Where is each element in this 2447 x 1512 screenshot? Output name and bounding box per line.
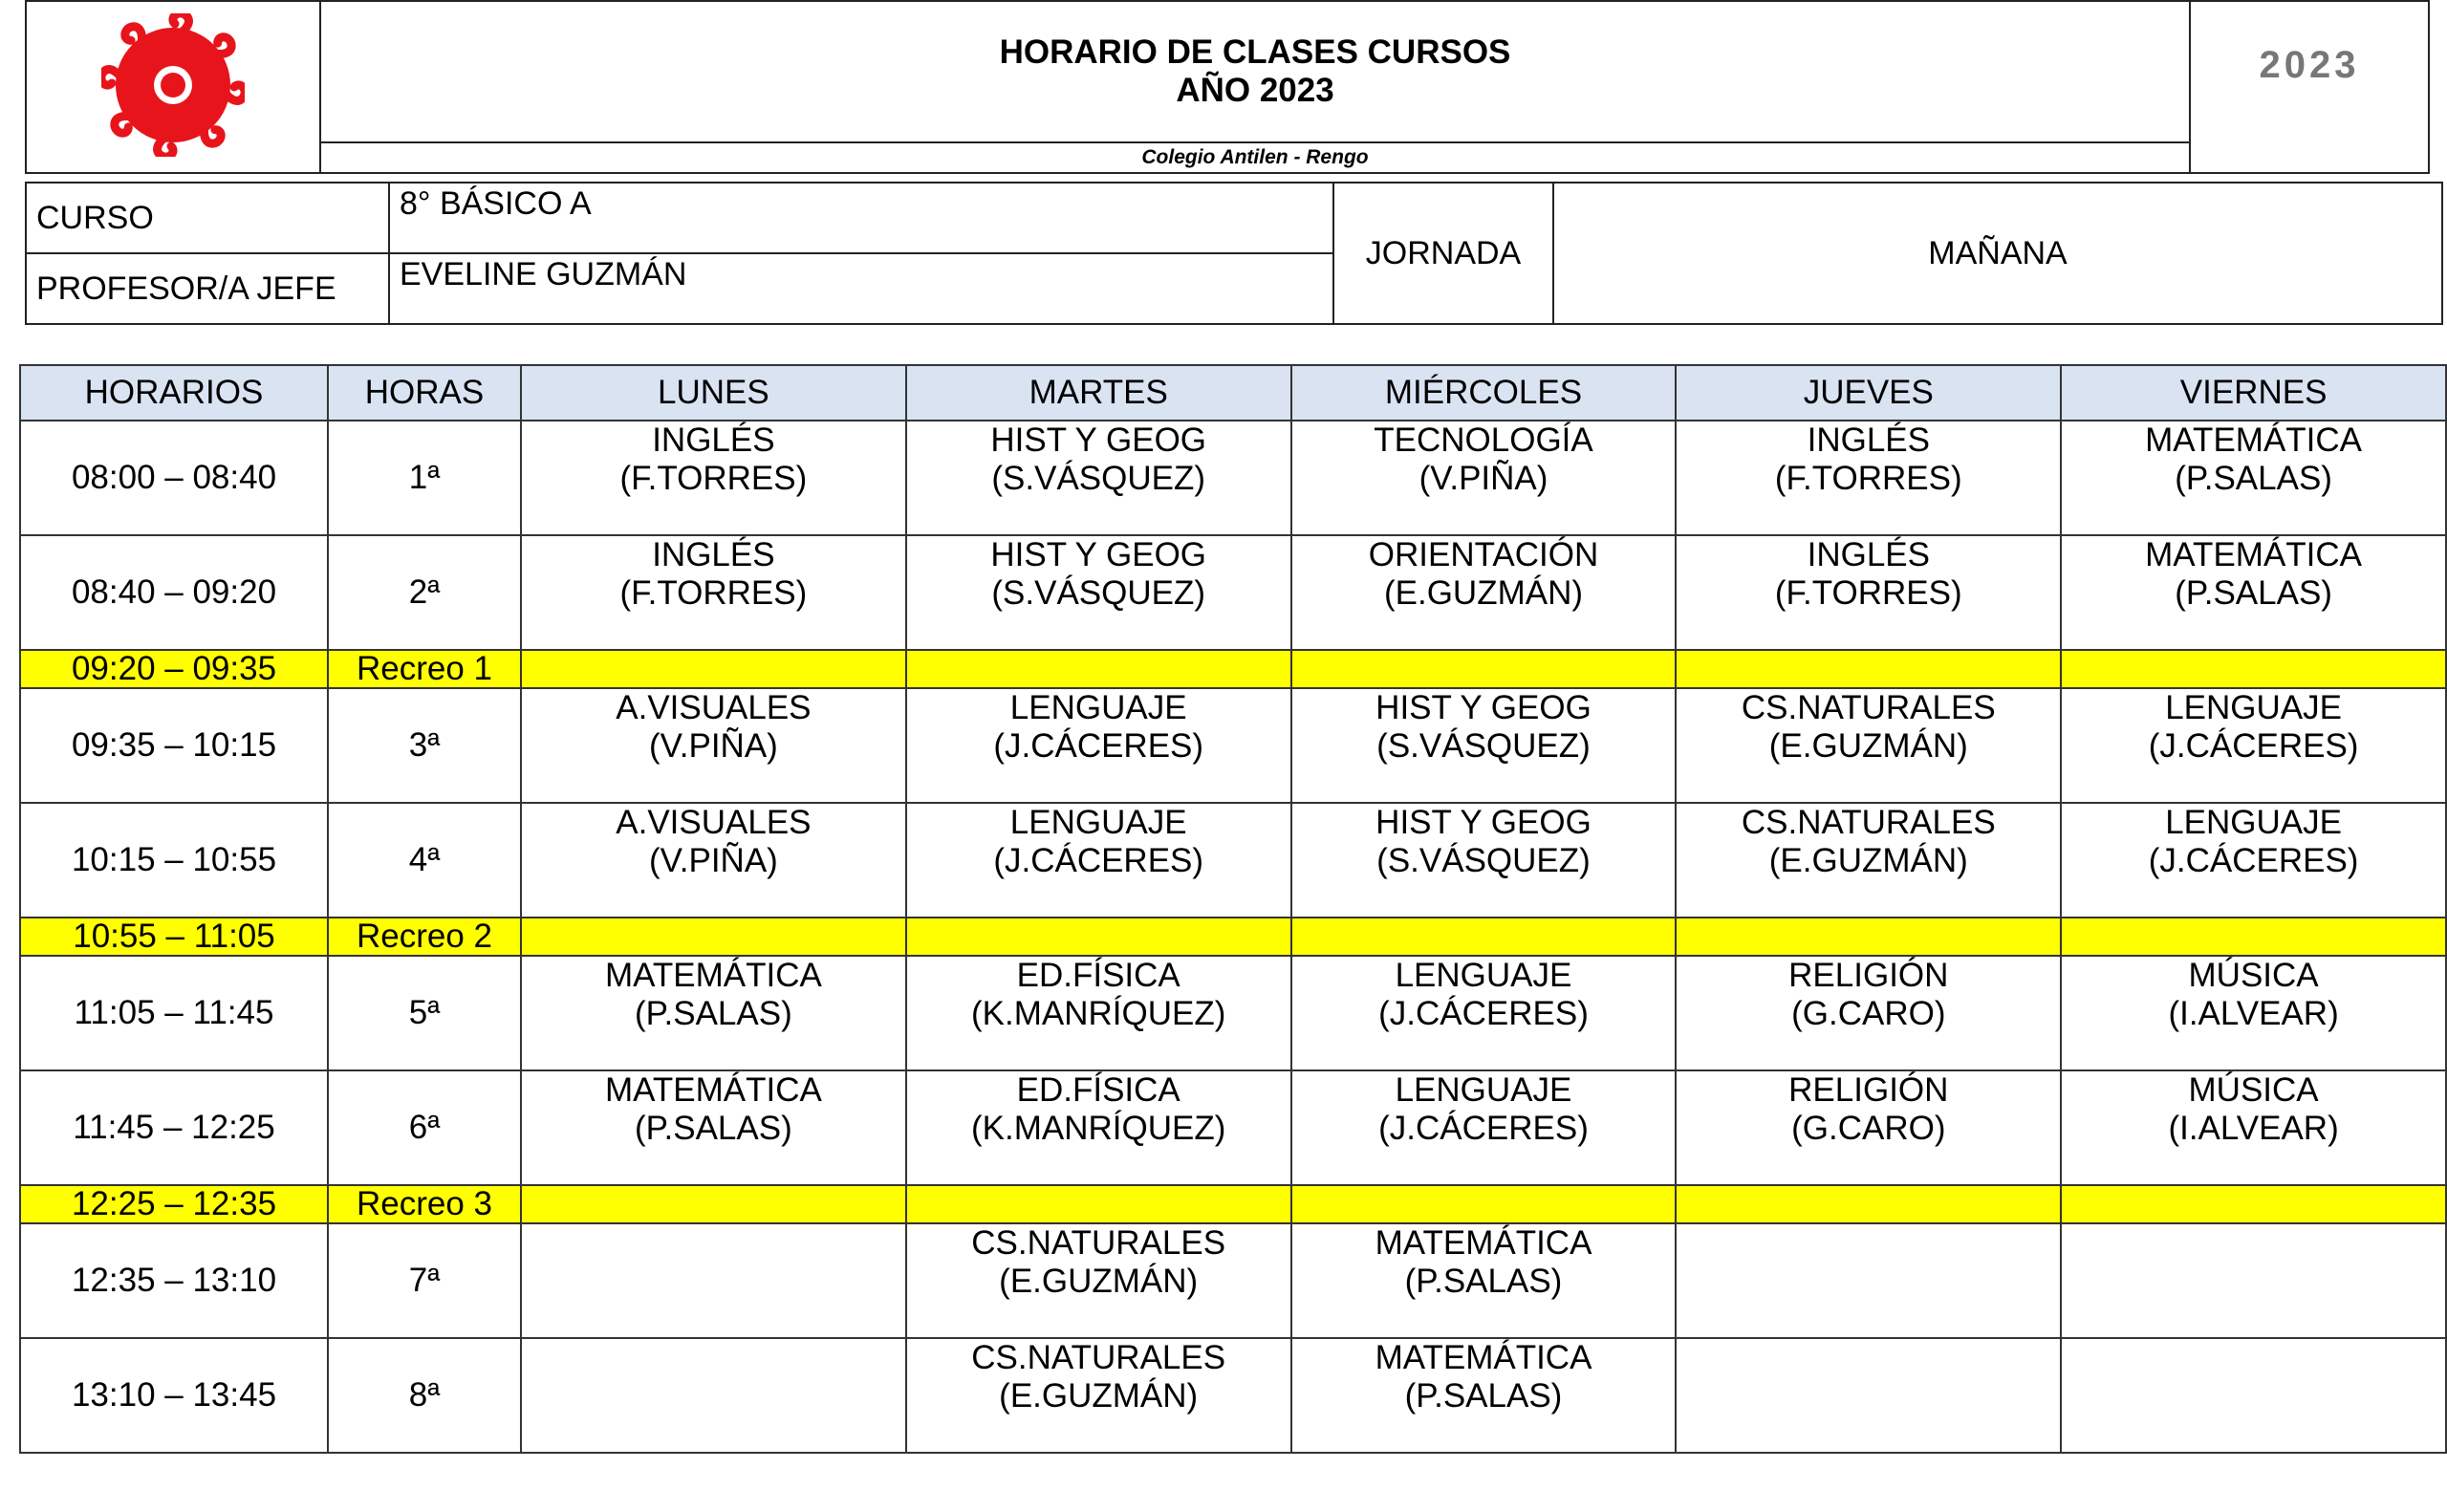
teacher-name: (J.CÁCERES) (993, 727, 1204, 765)
subject-name: INGLÉS (652, 536, 775, 573)
class-cell (521, 688, 906, 803)
hora-number-cell: 3ª (328, 688, 521, 803)
class-cell (906, 421, 1291, 535)
subject-name: MATEMÁTICA (1375, 1224, 1592, 1262)
subject-name: ED.FÍSICA (1016, 957, 1180, 994)
subject-name: MATEMÁTICA (604, 1071, 822, 1109)
teacher-name: (F.TORRES) (619, 460, 808, 497)
class-row (20, 803, 2446, 918)
recreo-empty-cell (906, 918, 1291, 956)
teacher-name: (G.CARO) (1791, 1110, 1946, 1147)
class-cell (1291, 688, 1677, 803)
class-row (20, 1223, 2446, 1338)
recreo-row (20, 1185, 2446, 1223)
teacher-name: (P.SALAS) (635, 1110, 792, 1147)
title-cell (320, 1, 2190, 142)
class-cell (1676, 1223, 2061, 1338)
subject-name: LENGUAJE (1009, 689, 1187, 726)
header-viernes: VIERNES (2061, 365, 2446, 421)
page-title: HORARIO DE CLASES CURSOS (999, 33, 1511, 71)
subject-name: MATEMÁTICA (1375, 1339, 1592, 1376)
recreo-empty-cell (1291, 1185, 1677, 1223)
recreo-empty-cell (1291, 918, 1677, 956)
subject-name: A.VISUALES (616, 689, 812, 726)
teacher-name: (S.VÁSQUEZ) (1376, 727, 1591, 765)
hora-number-cell: 2ª (328, 535, 521, 650)
subject-name: HIST Y GEOG (1375, 804, 1592, 841)
page-subtitle-year: AÑO 2023 (1176, 72, 1334, 109)
class-cell (906, 956, 1291, 1070)
recreo-empty-cell (2061, 918, 2446, 956)
hora-number-cell: 5ª (328, 956, 521, 1070)
time-range-cell: 09:20 – 09:35 (20, 650, 328, 688)
hora-number-cell: 7ª (328, 1223, 521, 1338)
subject-name: MATEMÁTICA (2145, 421, 2363, 459)
hora-number-cell: 4ª (328, 803, 521, 918)
teacher-name: (K.MANRÍQUEZ) (971, 1110, 1226, 1147)
year-badge: 2023 (2190, 1, 2429, 173)
subject-name: HIST Y GEOG (990, 536, 1207, 573)
subject-name: INGLÉS (1807, 421, 1930, 459)
teacher-name: (F.TORRES) (1774, 460, 1962, 497)
teacher-name: (F.TORRES) (619, 574, 808, 612)
recreo-empty-cell (1676, 918, 2061, 956)
subject-name: CS.NATURALES (971, 1339, 1226, 1376)
subject-name: LENGUAJE (1009, 804, 1187, 841)
hora-number-cell: 6ª (328, 1070, 521, 1185)
time-range-cell: 08:00 – 08:40 (20, 421, 328, 535)
class-cell (906, 1223, 1291, 1338)
recreo-empty-cell (906, 650, 1291, 688)
class-cell (1291, 1070, 1677, 1185)
header-jueves: JUEVES (1676, 365, 2061, 421)
recreo-empty-cell (906, 1185, 1291, 1223)
subject-name: TECNOLOGÍA (1374, 421, 1593, 459)
time-range-cell: 12:25 – 12:35 (20, 1185, 328, 1223)
header-horas: HORAS (328, 365, 521, 421)
teacher-name: (V.PIÑA) (1418, 460, 1548, 497)
recreo-empty-cell (1291, 650, 1677, 688)
class-cell (521, 803, 906, 918)
subject-name: MATEMÁTICA (604, 957, 822, 994)
hora-number-cell: 1ª (328, 421, 521, 535)
teacher-name: (E.GUZMÁN) (1768, 727, 1968, 765)
class-cell (1291, 421, 1677, 535)
class-row (20, 688, 2446, 803)
school-logo-icon (101, 13, 245, 157)
course-info-table (25, 182, 2443, 325)
teacher-name: (P.SALAS) (2175, 460, 2332, 497)
class-cell (521, 1070, 906, 1185)
time-range-cell: 09:35 – 10:15 (20, 688, 328, 803)
subject-name: MÚSICA (2188, 1071, 2319, 1109)
class-cell (521, 535, 906, 650)
recreo-empty-cell (1676, 650, 2061, 688)
school-name: Colegio Antilen - Rengo (320, 142, 2190, 173)
teacher-name: (V.PIÑA) (648, 727, 778, 765)
teacher-name: (J.CÁCERES) (1378, 1110, 1589, 1147)
curso-label: CURSO (26, 183, 389, 253)
subject-name: LENGUAJE (2165, 689, 2342, 726)
class-cell (2061, 956, 2446, 1070)
class-cell (1291, 956, 1677, 1070)
time-range-cell: 11:05 – 11:45 (20, 956, 328, 1070)
class-row (20, 535, 2446, 650)
class-cell (1676, 688, 2061, 803)
teacher-name: (P.SALAS) (1404, 1263, 1563, 1300)
subject-name: ED.FÍSICA (1016, 1071, 1180, 1109)
header-horarios: HORARIOS (20, 365, 328, 421)
hora-number-cell: 8ª (328, 1338, 521, 1453)
class-cell (1291, 535, 1677, 650)
time-range-cell: 13:10 – 13:45 (20, 1338, 328, 1453)
header-martes: MARTES (906, 365, 1291, 421)
subject-name: CS.NATURALES (971, 1224, 1226, 1262)
class-cell (521, 1223, 906, 1338)
subject-name: HIST Y GEOG (1375, 689, 1592, 726)
class-row (20, 1070, 2446, 1185)
recreo-label: Recreo 2 (328, 918, 521, 956)
schedule-table (19, 364, 2447, 1454)
class-cell (521, 1338, 906, 1453)
class-cell (1291, 803, 1677, 918)
time-range-cell: 10:55 – 11:05 (20, 918, 328, 956)
class-cell (2061, 1338, 2446, 1453)
profesor-value: EVELINE GUZMÁN (389, 253, 1333, 324)
teacher-name: (E.GUZMÁN) (999, 1377, 1199, 1415)
subject-name: CS.NATURALES (1741, 804, 1996, 841)
schedule-header-row (20, 365, 2446, 421)
recreo-empty-cell (521, 1185, 906, 1223)
teacher-name: (J.CÁCERES) (2148, 842, 2359, 879)
teacher-name: (S.VÁSQUEZ) (991, 460, 1206, 497)
recreo-empty-cell (2061, 1185, 2446, 1223)
recreo-empty-cell (521, 650, 906, 688)
teacher-name: (S.VÁSQUEZ) (1376, 842, 1591, 879)
recreo-row (20, 918, 2446, 956)
profesor-label: PROFESOR/A JEFE (26, 253, 389, 324)
subject-name: ORIENTACIÓN (1368, 536, 1599, 573)
subject-name: LENGUAJE (1395, 957, 1572, 994)
class-cell (2061, 1223, 2446, 1338)
teacher-name: (E.GUZMÁN) (999, 1263, 1199, 1300)
class-cell (1676, 803, 2061, 918)
teacher-name: (G.CARO) (1791, 995, 1946, 1032)
subject-name: MATEMÁTICA (2145, 536, 2363, 573)
teacher-name: (I.ALVEAR) (2168, 995, 2339, 1032)
class-row (20, 421, 2446, 535)
document-header (25, 0, 2430, 174)
class-cell (1676, 956, 2061, 1070)
class-cell (2061, 1070, 2446, 1185)
subject-name: INGLÉS (652, 421, 775, 459)
subject-name: CS.NATURALES (1741, 689, 1996, 726)
recreo-empty-cell (2061, 650, 2446, 688)
class-cell (906, 535, 1291, 650)
subject-name: LENGUAJE (2165, 804, 2342, 841)
teacher-name: (K.MANRÍQUEZ) (971, 995, 1226, 1032)
class-row (20, 956, 2446, 1070)
class-cell (1291, 1338, 1677, 1453)
curso-value: 8° BÁSICO A (389, 183, 1333, 253)
teacher-name: (V.PIÑA) (648, 842, 778, 879)
subject-name: LENGUAJE (1395, 1071, 1572, 1109)
teacher-name: (S.VÁSQUEZ) (991, 574, 1206, 612)
class-cell (2061, 803, 2446, 918)
jornada-label: JORNADA (1333, 183, 1553, 324)
class-cell (2061, 688, 2446, 803)
class-cell (1676, 535, 2061, 650)
subject-name: HIST Y GEOG (990, 421, 1207, 459)
class-cell (1676, 1338, 2061, 1453)
class-row (20, 1338, 2446, 1453)
class-cell (2061, 421, 2446, 535)
class-cell (2061, 535, 2446, 650)
recreo-empty-cell (521, 918, 906, 956)
time-range-cell: 08:40 – 09:20 (20, 535, 328, 650)
teacher-name: (J.CÁCERES) (993, 842, 1204, 879)
teacher-name: (J.CÁCERES) (1378, 995, 1589, 1032)
class-cell (906, 688, 1291, 803)
teacher-name: (P.SALAS) (635, 995, 792, 1032)
header-lunes: LUNES (521, 365, 906, 421)
recreo-empty-cell (1676, 1185, 2061, 1223)
class-cell (1676, 421, 2061, 535)
jornada-value: MAÑANA (1553, 183, 2442, 324)
subject-name: RELIGIÓN (1788, 1071, 1949, 1109)
teacher-name: (J.CÁCERES) (2148, 727, 2359, 765)
teacher-name: (F.TORRES) (1774, 574, 1962, 612)
subject-name: A.VISUALES (616, 804, 812, 841)
class-cell (906, 1070, 1291, 1185)
teacher-name: (P.SALAS) (1404, 1377, 1563, 1415)
recreo-label: Recreo 1 (328, 650, 521, 688)
subject-name: MÚSICA (2188, 957, 2319, 994)
recreo-label: Recreo 3 (328, 1185, 521, 1223)
class-cell (521, 421, 906, 535)
recreo-row (20, 650, 2446, 688)
subject-name: RELIGIÓN (1788, 957, 1949, 994)
class-cell (1291, 1223, 1677, 1338)
time-range-cell: 11:45 – 12:25 (20, 1070, 328, 1185)
teacher-name: (P.SALAS) (2175, 574, 2332, 612)
teacher-name: (I.ALVEAR) (2168, 1110, 2339, 1147)
time-range-cell: 12:35 – 13:10 (20, 1223, 328, 1338)
header-miercoles: MIÉRCOLES (1291, 365, 1677, 421)
teacher-name: (E.GUZMÁN) (1383, 574, 1584, 612)
class-cell (1676, 1070, 2061, 1185)
time-range-cell: 10:15 – 10:55 (20, 803, 328, 918)
class-cell (521, 956, 906, 1070)
subject-name: INGLÉS (1807, 536, 1930, 573)
class-cell (906, 1338, 1291, 1453)
teacher-name: (E.GUZMÁN) (1768, 842, 1968, 879)
logo-cell (26, 1, 320, 173)
class-cell (906, 803, 1291, 918)
